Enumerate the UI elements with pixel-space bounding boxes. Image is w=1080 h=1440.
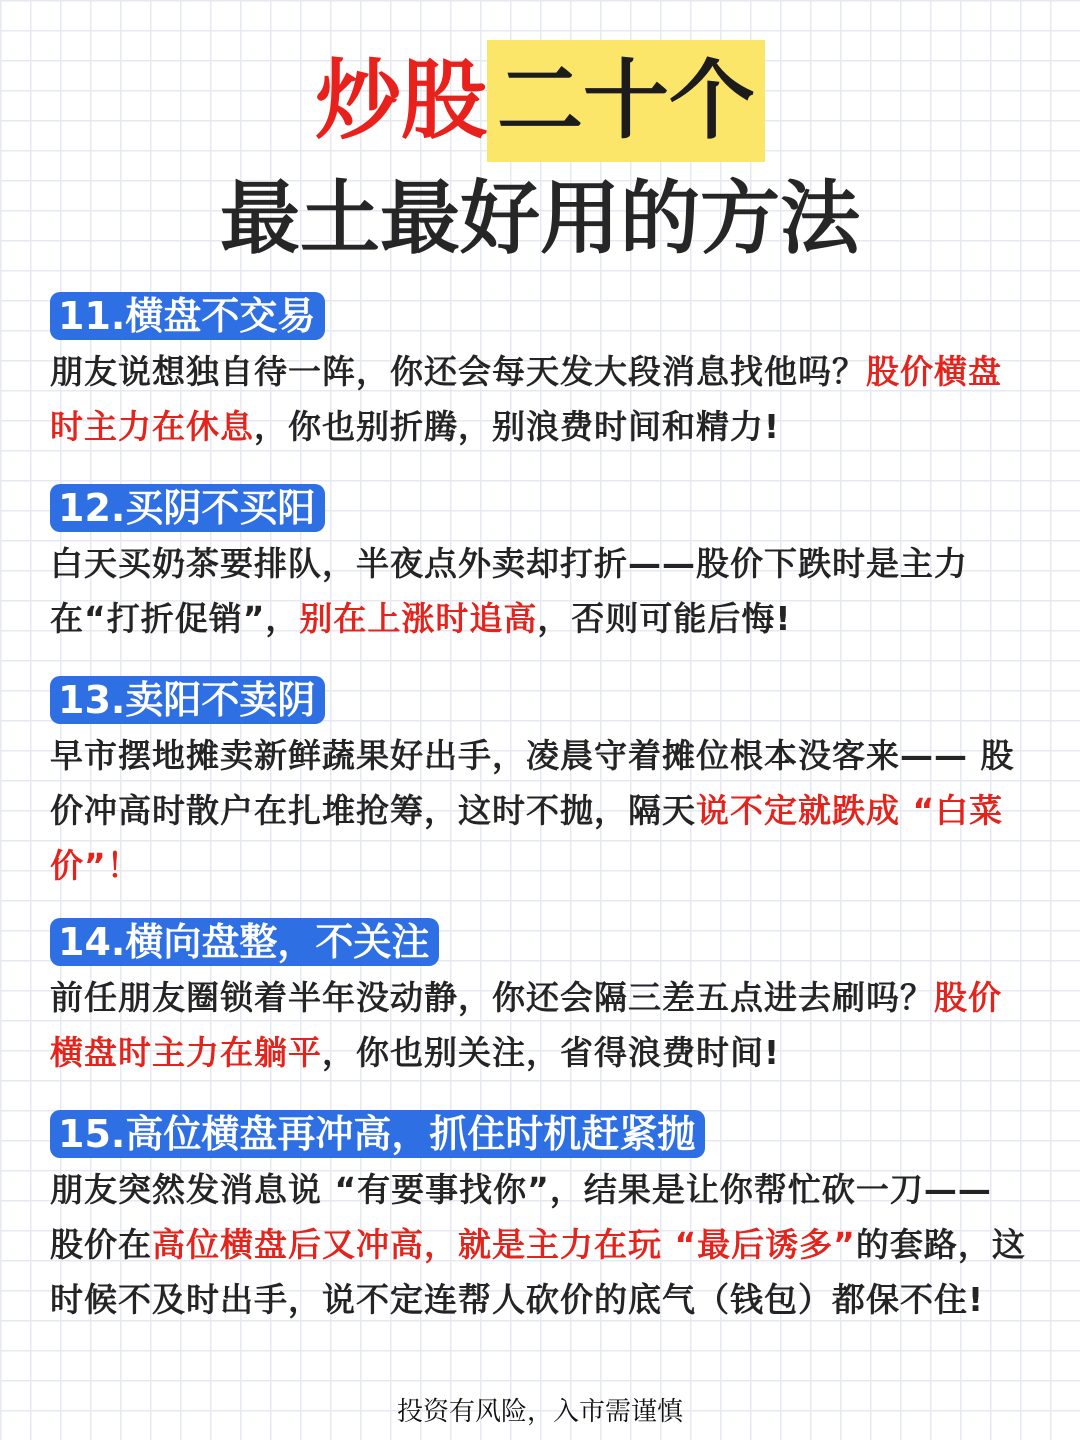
section-tag: 13.卖阳不卖阴 bbox=[50, 676, 325, 724]
title-line-2: 最土最好用的方法 bbox=[220, 172, 860, 265]
body-highlight-text: 高位横盘后又冲高，就是主力在玩 “最后诱多” bbox=[152, 1225, 856, 1264]
title-red-text: 炒股 bbox=[315, 51, 487, 151]
section-15 bbox=[50, 1110, 1035, 1327]
section-body bbox=[50, 536, 1035, 646]
section-tag: 11.横盘不交易 bbox=[50, 292, 325, 340]
section-12 bbox=[50, 484, 1035, 646]
body-text: 白天买奶茶要排队，半夜点外卖却打折——股价下跌时是主力在“打折促销”， bbox=[50, 544, 968, 638]
body-text: 早市摆地摊卖新鲜蔬果好出手，凌晨守着摊位根本没客来—— 股价冲高时散户在扎堆抢筹，这时不抛，隔天 bbox=[50, 736, 1015, 830]
title-line-1 bbox=[0, 40, 1080, 158]
section-body bbox=[50, 970, 1035, 1080]
section-14 bbox=[50, 918, 1035, 1080]
section-tag: 15.高位横盘再冲高，抓住时机赶紧抛 bbox=[50, 1110, 705, 1158]
page-title bbox=[0, 40, 1080, 274]
section-tag: 14.横向盘整，不关注 bbox=[50, 918, 439, 966]
body-text: 朋友说想独自待一阵，你还会每天发大段消息找他吗？ bbox=[50, 352, 866, 391]
section-body bbox=[50, 344, 1035, 454]
section-tag: 12.买阴不买阳 bbox=[50, 484, 325, 532]
body-text: ，你也别折腾，别浪费时间和精力! bbox=[254, 407, 781, 446]
title-highlight-text: 二十个 bbox=[487, 40, 765, 162]
body-text: ，你也别关注，省得浪费时间! bbox=[322, 1033, 781, 1072]
body-highlight-text: 股价横盘时主力在躺平 bbox=[50, 978, 1002, 1072]
body-text: 朋友突然发消息说 “有要事找你”，结果是让你帮忙砍一刀—— 股价在 bbox=[50, 1170, 992, 1264]
risk-disclaimer: 投资有风险，入市需谨慎 bbox=[396, 1397, 683, 1427]
body-text: 前任朋友圈锁着半年没动静，你还会隔三差五点进去刷吗？ bbox=[50, 978, 934, 1017]
body-text: ，否则可能后悔! bbox=[537, 599, 792, 638]
body-text: 的套路，这时候不及时出手，说不定连帮人砍价的底气（钱包）都保不住! bbox=[50, 1225, 1026, 1319]
body-highlight-text: 说不定就跌成 “白菜价”！ bbox=[50, 791, 1004, 885]
section-13 bbox=[50, 676, 1035, 893]
body-highlight-text: 股价横盘时主力在休息 bbox=[50, 352, 1002, 446]
section-body bbox=[50, 728, 1035, 893]
section-body bbox=[50, 1162, 1035, 1327]
body-highlight-text: 别在上涨时追高 bbox=[299, 599, 538, 638]
section-11 bbox=[50, 292, 1035, 454]
